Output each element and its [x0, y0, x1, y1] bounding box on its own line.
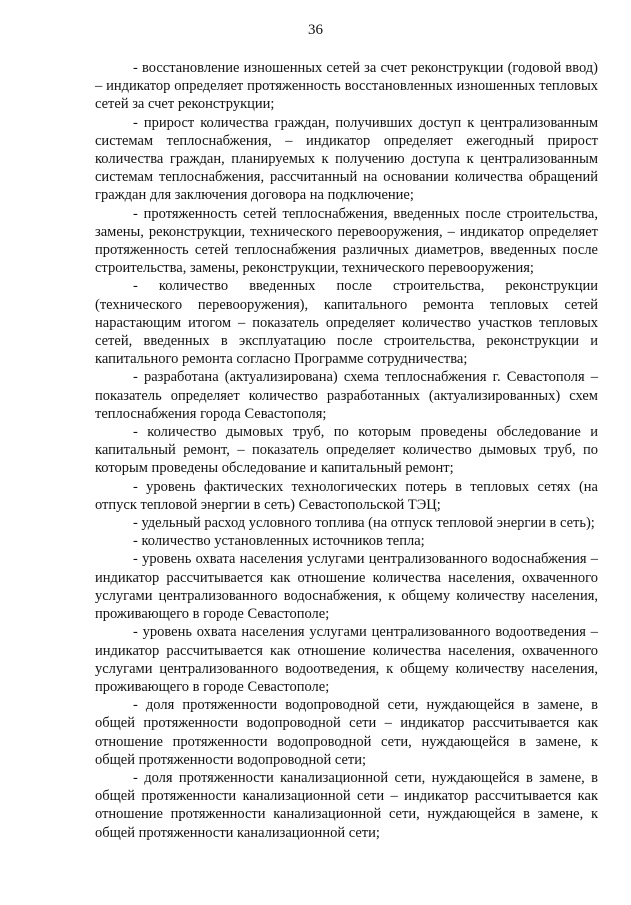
- paragraph-heat-sources: - количество установленных источников тепла;: [133, 533, 425, 550]
- document-body: [95, 59, 598, 842]
- paragraph-heat-scheme: - разработана (актуализирована) схема теплоснабжения г. Севастополя – показатель определяет количество разработанных (актуализированных) схем теплоснабжения города Севастополя;: [95, 369, 598, 422]
- paragraph-network-length: - протяженность сетей теплоснабжения, введенных после строительства, замены, реконструкции, технического перевооружения, – индикатор определяет протяженность сетей теплоснабжения различных диаметров, введенных после строительства, замены, реконструкции, технического перевооружения;: [95, 205, 598, 277]
- paragraph-sewerage-coverage: - уровень охвата населения услугами централизованного водоотведения – индикатор рассчитывается как отношение количества населения, охваченного услугами централизованного водоотведения, к общему количеству населения, проживающего в городе Севастополе;: [95, 624, 598, 695]
- paragraph-water-supply-coverage: - уровень охвата населения услугами централизованного водоснабжения – индикатор рассчитывается как отношение количества населения, охваченного услугами централизованного водоснабжения, к общему количеству населения, проживающего в городе Севастополе;: [95, 551, 598, 623]
- paragraph-fuel-consumption: - удельный расход условного топлива (на отпуск тепловой энергии в сеть);: [133, 515, 595, 532]
- page-number: 36: [308, 22, 323, 38]
- paragraph-citizen-access: - прирост количества граждан, получивших доступ к централизованным системам теплоснабжения, – индикатор определяет ежегодный прирост количества граждан, планируемых к получению доступа к централизованным системам теплоснабжения, рассчитанный на основании количества обращений граждан для заключения договора на подключение;: [95, 114, 598, 204]
- paragraph-reconstruction: - восстановление изношенных сетей за счет реконструкции (годовой ввод) – индикатор определяет протяженность восстановленных изношенных тепловых сетей за счет реконструкции;: [95, 60, 598, 113]
- paragraph-water-network-replacement: - доля протяженности водопроводной сети, нуждающейся в замене, в общей протяженности водопроводной сети – индикатор рассчитывается как отношение протяженности водопроводной сети, нуждающейся в замене, к общей протяженности водопроводной сети;: [95, 697, 598, 768]
- paragraph-chimneys: - количество дымовых труб, по которым проведены обследование и капитальный ремонт, – показатель определяет количество дымовых труб, по которым проведены обследование и капитальный ремонт;: [95, 424, 598, 477]
- paragraph-heat-losses: - уровень фактических технологических потерь в тепловых сетях (на отпуск тепловой энергии в сеть) Севастопольской ТЭЦ;: [95, 478, 598, 513]
- paragraph-sections-count: - количество введенных после строительства, реконструкции (технического перевооружения), капитального ремонта тепловых сетей нарастающим итогом – показатель определяет количество участков тепловых сетей, введенных в эксплуатацию после строительства, реконструкции и капитального ремонта согласно Программе сотрудничества;: [95, 278, 598, 368]
- paragraph-sewer-network-replacement: - доля протяженности канализационной сети, нуждающейся в замене, в общей протяженности канализационной сети – индикатор рассчитывается как отношение протяженности канализационной сети, нуждающейся в замене, к общей протяженности канализационной сети;: [95, 769, 598, 841]
